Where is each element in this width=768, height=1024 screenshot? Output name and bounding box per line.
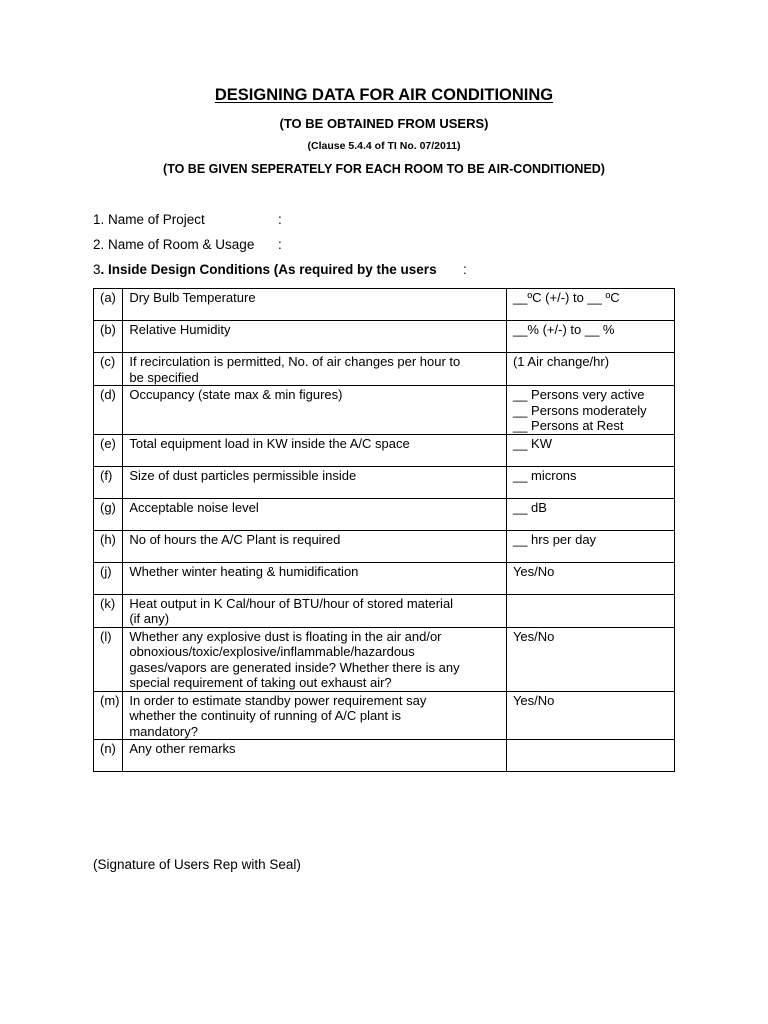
field-room-usage [93, 237, 282, 252]
row-value-text: __ KW [512, 435, 552, 451]
row-id-cell: (l) [94, 627, 123, 691]
field-project-name [93, 212, 282, 227]
row-value-text: (1 Air change/hr) [512, 354, 610, 369]
row-item-text: Relative Humidity [129, 322, 231, 337]
row-value-cell[interactable] [506, 498, 674, 530]
row-item-text: If recirculation is permitted, No. of air changes per hour to [129, 354, 461, 369]
row-value-text: __% (+/-) to __ % [512, 322, 615, 337]
row-item-cell [123, 627, 507, 691]
signature-line: (Signature of Users Rep with Seal) [93, 857, 301, 872]
row-value-text: __ microns [512, 467, 577, 483]
row-item-cell [123, 740, 507, 772]
row-item-text: be specified [129, 369, 199, 385]
row-id-cell: (f) [94, 466, 123, 498]
field-inside-design-conditions [93, 262, 467, 277]
document-subtitle-rooms: (TO BE GIVEN SEPERATELY FOR EACH ROOM TO BE AIR-CONDITIONED) [163, 162, 605, 176]
row-id-cell: (a) [94, 289, 123, 321]
row-item-cell [123, 386, 507, 435]
row-item-text: (if any) [129, 611, 170, 626]
row-item-text: Any other remarks [129, 741, 236, 756]
field-inside-label: . Inside Design Conditions (As required by the users [100, 262, 437, 277]
row-value-cell[interactable] [506, 740, 674, 772]
row-value-cell[interactable] [506, 289, 674, 321]
row-value-cell[interactable] [506, 627, 674, 691]
row-id-cell: (d) [94, 386, 123, 435]
row-id-cell: (c) [94, 353, 123, 386]
row-value-cell[interactable] [506, 353, 674, 386]
row-item-text: Acceptable noise level [129, 499, 259, 515]
row-value-text: __ Persons very active [512, 387, 645, 402]
row-item-text: whether the continuity of running of A/C plant is [129, 708, 402, 723]
row-value-text: __ dB [512, 499, 547, 515]
table-row [94, 627, 675, 691]
table-row [94, 498, 675, 530]
row-item-text: No of hours the A/C Plant is required [129, 531, 341, 547]
row-value-text: Yes/No [512, 563, 555, 579]
table-row [94, 466, 675, 498]
field-room-usage-colon: : [278, 237, 282, 252]
table-row [94, 691, 675, 740]
row-id-cell: (b) [94, 321, 123, 353]
row-item-text: Total equipment load in KW inside the A/C space [129, 435, 410, 451]
row-item-text: Heat output in K Cal/hour of BTU/hour of stored material [129, 595, 454, 611]
field-inside-number: 3 [93, 262, 101, 277]
row-item-text: Dry Bulb Temperature [129, 290, 256, 305]
table-row [94, 434, 675, 466]
row-item-cell [123, 466, 507, 498]
row-id-cell: (j) [94, 562, 123, 594]
row-item-text: Occupancy (state max & min figures) [129, 387, 343, 402]
document-clause-reference: (Clause 5.4.4 of TI No. 07/2011) [307, 140, 461, 152]
row-id-cell: (h) [94, 530, 123, 562]
document-subtitle-users: (TO BE OBTAINED FROM USERS) [279, 116, 489, 131]
row-value-cell[interactable] [506, 691, 674, 740]
row-value-cell[interactable] [506, 530, 674, 562]
table-row [94, 530, 675, 562]
row-item-cell [123, 594, 507, 627]
row-value-cell[interactable] [506, 434, 674, 466]
row-item-cell [123, 562, 507, 594]
row-item-text: Size of dust particles permissible inside [129, 467, 357, 483]
row-item-cell [123, 289, 507, 321]
row-item-text: obnoxious/toxic/explosive/inflammable/hazardous [129, 644, 415, 659]
row-item-cell [123, 530, 507, 562]
field-project-name-colon: : [278, 212, 282, 227]
row-item-cell [123, 434, 507, 466]
row-value-text: __ºC (+/-) to __ ºC [512, 290, 620, 305]
field-room-usage-label: 2. Name of Room & Usage [93, 237, 255, 252]
row-item-text: Whether winter heating & humidification [129, 563, 359, 579]
row-item-cell [123, 691, 507, 740]
row-value-text: __ hrs per day [512, 531, 597, 547]
row-id-cell: (e) [94, 434, 123, 466]
table-row [94, 321, 675, 353]
row-item-text: In order to estimate standby power requirement say [129, 692, 427, 708]
table-row [94, 562, 675, 594]
table-row [94, 740, 675, 772]
field-project-name-label: 1. Name of Project [93, 212, 205, 227]
row-id-cell: (g) [94, 498, 123, 530]
row-item-text: Whether any explosive dust is floating in the air and/or [129, 628, 442, 644]
row-value-cell[interactable] [506, 466, 674, 498]
table-row [94, 289, 675, 321]
row-value-cell[interactable] [506, 562, 674, 594]
row-value-cell[interactable] [506, 321, 674, 353]
table-row [94, 386, 675, 435]
row-id-cell: (k) [94, 594, 123, 627]
row-id-cell: (m) [94, 691, 123, 740]
field-inside-colon: : [463, 262, 467, 277]
row-value-text: __ Persons moderately [512, 402, 647, 418]
row-item-cell [123, 321, 507, 353]
row-id-cell: (n) [94, 740, 123, 772]
row-value-text: Yes/No [512, 628, 555, 644]
row-value-cell[interactable] [506, 594, 674, 627]
table-row [94, 594, 675, 627]
row-item-cell [123, 353, 507, 386]
row-item-text: mandatory? [129, 723, 198, 739]
design-conditions-table [93, 288, 675, 772]
table-row [94, 353, 675, 386]
document-title: DESIGNING DATA FOR AIR CONDITIONING [214, 86, 554, 104]
row-item-text: gases/vapors are generated inside? Whether there is any [129, 659, 460, 675]
row-item-text: special requirement of taking out exhaust air? [129, 675, 392, 690]
row-item-cell [123, 498, 507, 530]
row-value-text: __ Persons at Rest [512, 418, 624, 433]
row-value-text: Yes/No [512, 692, 555, 708]
row-value-cell[interactable] [506, 386, 674, 435]
